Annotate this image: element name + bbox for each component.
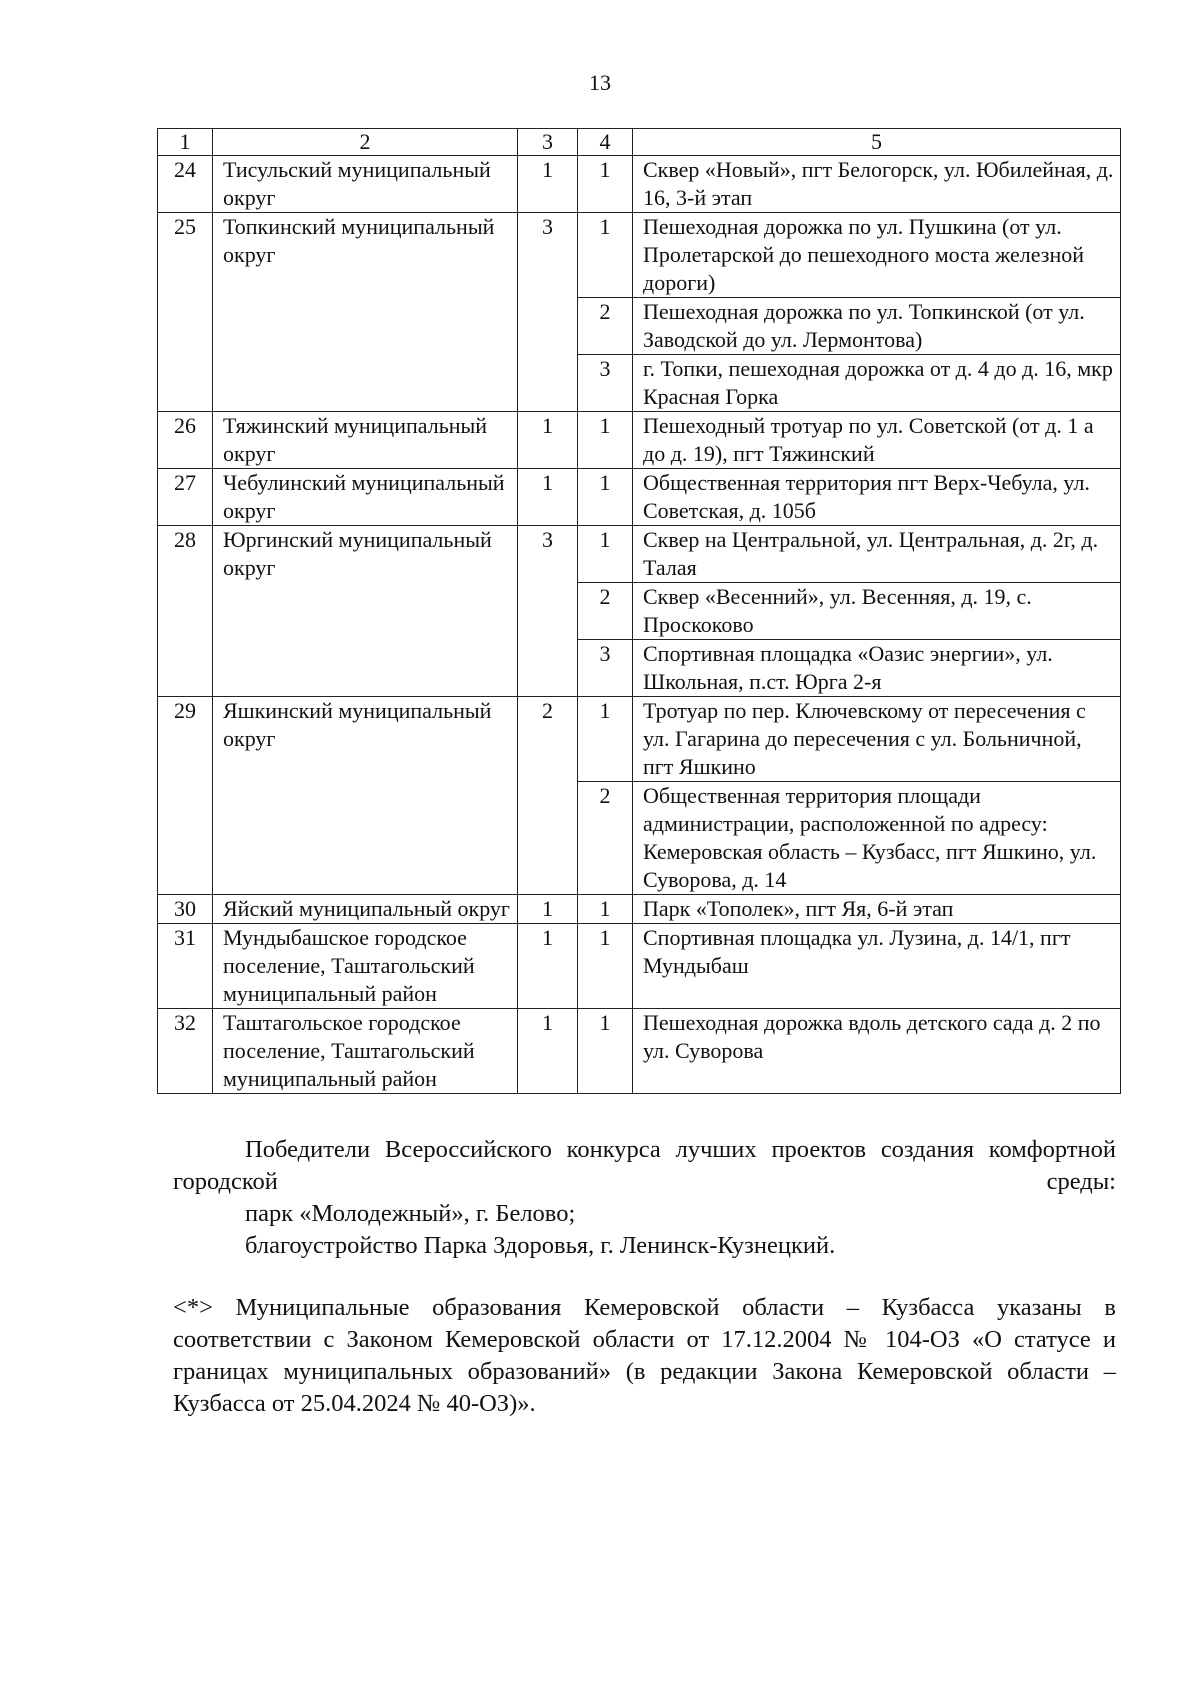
project-number: 1 <box>578 412 633 469</box>
project-number: 2 <box>578 782 633 895</box>
winners-intro: Победители Всероссийского конкурса лучших проектов создания комфортной городской среды: <box>173 1136 1116 1195</box>
projects-table <box>157 128 1121 1094</box>
row-number: 24 <box>158 156 213 213</box>
project-number: 1 <box>578 1009 633 1094</box>
header-col-5: 5 <box>633 129 1121 156</box>
header-col-3: 3 <box>518 129 578 156</box>
project-number: 1 <box>578 924 633 1009</box>
project-count: 1 <box>518 469 578 526</box>
municipality-name: Яйский муниципальный округ <box>213 895 518 924</box>
project-number: 1 <box>578 697 633 782</box>
project-description: г. Топки, пешеходная дорожка от д. 4 до д. 16, мкр Красная Горка <box>633 355 1121 412</box>
header-col-4: 4 <box>578 129 633 156</box>
page-number: 13 <box>589 70 611 95</box>
project-number: 1 <box>578 213 633 298</box>
project-count: 1 <box>518 924 578 1009</box>
project-count: 1 <box>518 412 578 469</box>
project-number: 1 <box>578 156 633 213</box>
table-row <box>158 895 1121 924</box>
row-number: 31 <box>158 924 213 1009</box>
table-row <box>158 412 1121 469</box>
project-count: 3 <box>518 526 578 697</box>
municipality-name: Тяжинский муниципальный округ <box>213 412 518 469</box>
row-number: 26 <box>158 412 213 469</box>
project-description: Парк «Тополек», пгт Яя, 6-й этап <box>633 895 1121 924</box>
project-number: 2 <box>578 583 633 640</box>
row-number: 27 <box>158 469 213 526</box>
municipality-name: Чебулинский муниципальный округ <box>213 469 518 526</box>
project-number: 3 <box>578 355 633 412</box>
project-count: 1 <box>518 156 578 213</box>
municipality-name: Тисульский муниципальный округ <box>213 156 518 213</box>
project-description: Сквер «Новый», пгт Белогорск, ул. Юбилейная, д. 16, 3-й этап <box>633 156 1121 213</box>
project-number: 1 <box>578 469 633 526</box>
project-description: Спортивная площадка ул. Лузина, д. 14/1, пгт Мундыбаш <box>633 924 1121 1009</box>
municipality-name: Топкинский муниципальный округ <box>213 213 518 412</box>
header-col-2: 2 <box>213 129 518 156</box>
projects-table-body <box>158 129 1121 1094</box>
project-number: 3 <box>578 640 633 697</box>
winner-item-2: благоустройство Парка Здоровья, г. Ленинск-Кузнецкий. <box>245 1232 836 1259</box>
project-description: Сквер «Весенний», ул. Весенняя, д. 19, с. Проскоково <box>633 583 1121 640</box>
table-row <box>158 213 1121 298</box>
municipality-name: Таштагольское городское поселение, Таштагольский муниципальный район <box>213 1009 518 1094</box>
project-count: 3 <box>518 213 578 412</box>
project-count: 1 <box>518 895 578 924</box>
project-description: Общественная территория площади администрации, расположенной по адресу: Кемеровская область – Кузбасс, пгт Яшкино, ул. Суворова, д. 14 <box>633 782 1121 895</box>
project-description: Тротуар по пер. Ключевскому от пересечения с ул. Гагарина до пересечения с ул. Больничной, пгт Яшкино <box>633 697 1121 782</box>
table-row <box>158 156 1121 213</box>
table-row <box>158 1009 1121 1094</box>
project-description: Сквер на Центральной, ул. Центральная, д. 2г, д. Талая <box>633 526 1121 583</box>
row-number: 32 <box>158 1009 213 1094</box>
project-description: Пешеходная дорожка по ул. Пушкина (от ул. Пролетарской до пешеходного моста железной дороги) <box>633 213 1121 298</box>
project-count: 2 <box>518 697 578 895</box>
row-number: 25 <box>158 213 213 412</box>
table-row <box>158 697 1121 782</box>
table-row <box>158 924 1121 1009</box>
project-description: Пешеходная дорожка по ул. Топкинской (от ул. Заводской до ул. Лермонтова) <box>633 298 1121 355</box>
table-row <box>158 526 1121 583</box>
project-description: Пешеходная дорожка вдоль детского сада д. 2 по ул. Суворова <box>633 1009 1121 1094</box>
table-header-row <box>158 129 1121 156</box>
row-number: 29 <box>158 697 213 895</box>
project-number: 1 <box>578 526 633 583</box>
municipality-name: Мундыбашское городское поселение, Таштагольский муниципальный район <box>213 924 518 1009</box>
project-description: Спортивная площадка «Оазис энергии», ул. Школьная, п.ст. Юрга 2-я <box>633 640 1121 697</box>
project-count: 1 <box>518 1009 578 1094</box>
project-description: Пешеходный тротуар по ул. Советской (от д. 1 а до д. 19), пгт Тяжинский <box>633 412 1121 469</box>
row-number: 30 <box>158 895 213 924</box>
project-description: Общественная территория пгт Верх-Чебула, ул. Советская, д. 105б <box>633 469 1121 526</box>
project-number: 1 <box>578 895 633 924</box>
municipality-name: Юргинский муниципальный округ <box>213 526 518 697</box>
header-col-1: 1 <box>158 129 213 156</box>
municipality-name: Яшкинский муниципальный округ <box>213 697 518 895</box>
table-row <box>158 469 1121 526</box>
footnote: <*> Муниципальные образования Кемеровской области – Кузбасса указаны в соответствии с Законом Кемеровской области от 17.12.2004 № 104-ОЗ «О статусе и границах муниципальных образований» (в редакции Закона Кемеровской области – Кузбасса от 25.04.2024 № 40-ОЗ)». <box>173 1294 1116 1417</box>
winner-item-1: парк «Молодежный», г. Белово; <box>245 1200 576 1227</box>
project-number: 2 <box>578 298 633 355</box>
row-number: 28 <box>158 526 213 697</box>
